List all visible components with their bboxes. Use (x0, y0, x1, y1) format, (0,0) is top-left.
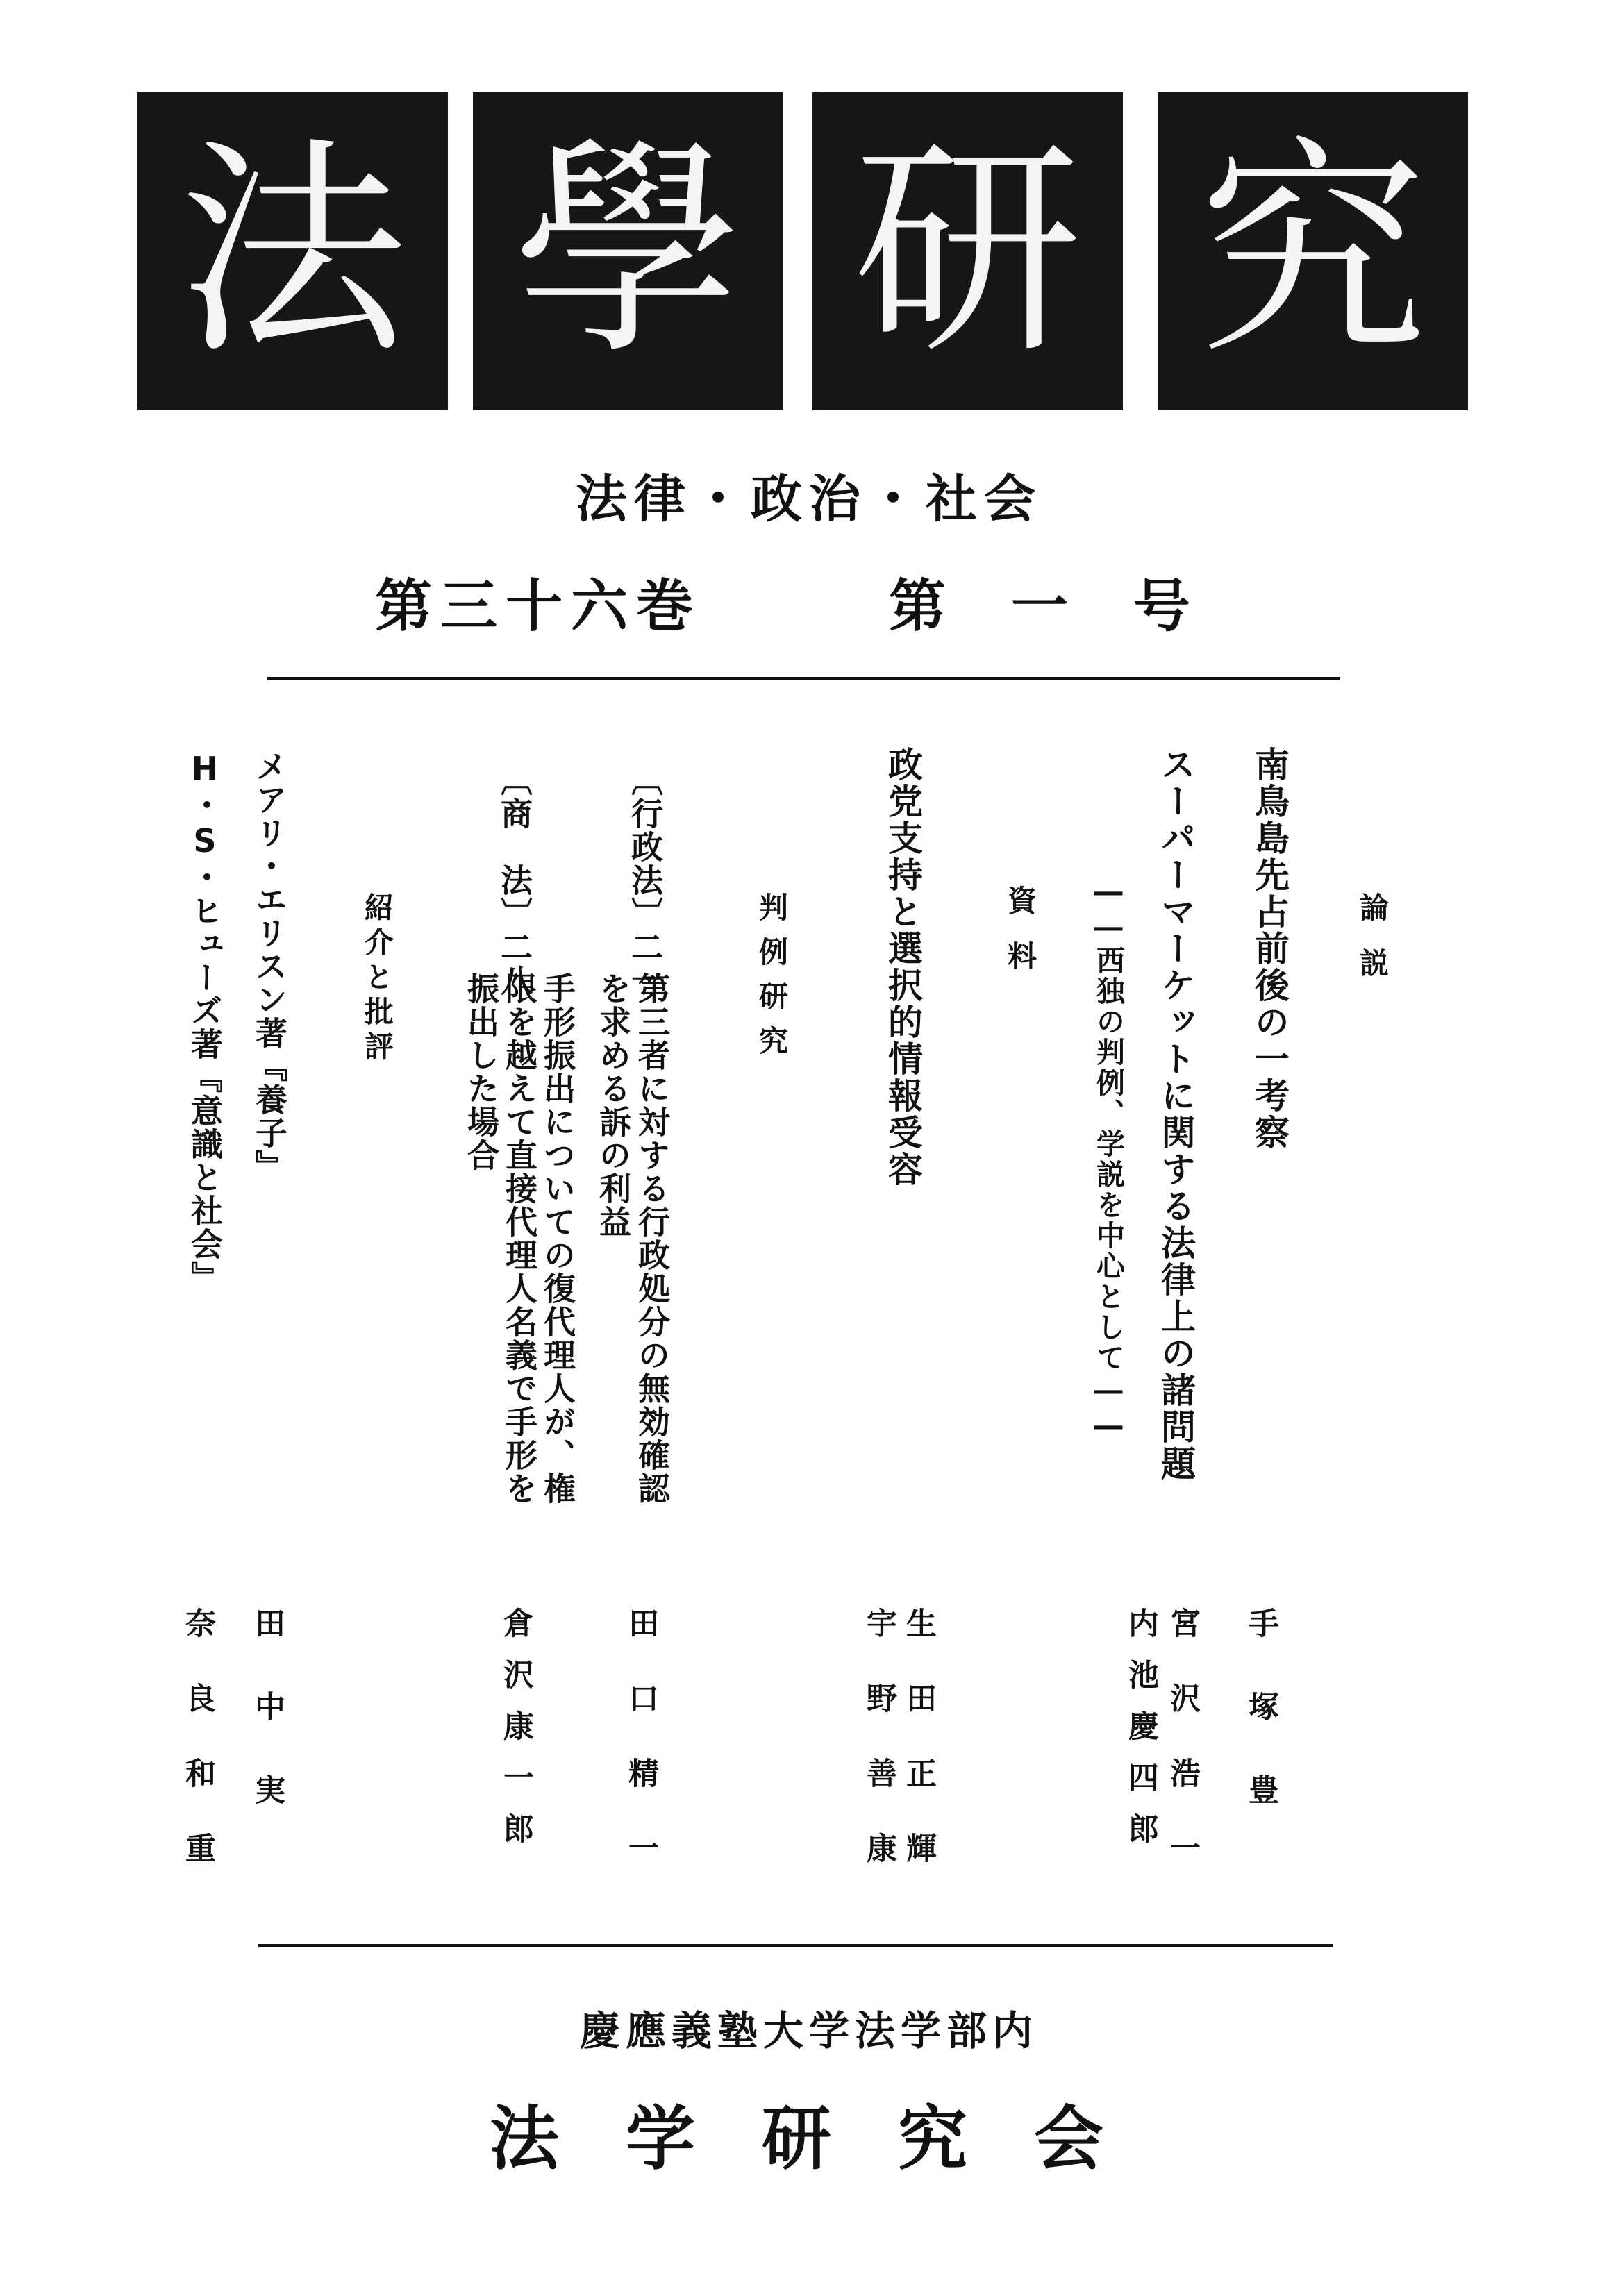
case-title-2-line2: 限を越えて直接代理人名義で手形を (501, 972, 538, 1505)
case-title-2-line3: 振出した場合 (462, 972, 500, 1172)
masthead-char-2: 學 (473, 92, 783, 410)
author-7: 奈良和重 (180, 1607, 215, 1907)
section-heading-ronsetsu: 論説 (1356, 892, 1390, 1003)
article-title-2: スーパーマーケットに関する法律上の諸問題 (1156, 746, 1196, 1482)
publisher-name: 法学研究会 (490, 2097, 1170, 2179)
section-heading-hanrei: 判例研究 (755, 892, 789, 1070)
top-rule (267, 677, 1340, 680)
author-1: 手塚豊 (1243, 1607, 1278, 1857)
section-heading-shokai: 紹介と批評 (360, 892, 394, 1066)
author-2b: 内池慶四郎 (1123, 1607, 1158, 1864)
masthead-char-3: 研 (812, 92, 1123, 410)
section-heading-shiryo: 資料 (1003, 885, 1037, 996)
author-3a: 生田正輝 (901, 1607, 936, 1907)
article-subtitle-2: ――西独の判例、学説を中心として―― (1092, 875, 1125, 1444)
issue-number: 第 一 号 (889, 573, 1195, 639)
author-5: 倉沢康一郎 (498, 1607, 533, 1864)
author-3b: 宇野善康 (861, 1607, 896, 1907)
case-title-1-line2: を求める訴の利益 (594, 972, 632, 1239)
tagline: 法律・政治・社会 (576, 469, 1042, 529)
author-2a: 宮沢浩一 (1165, 1607, 1200, 1907)
author-4: 田口精一 (623, 1607, 658, 1907)
review-title-1: メアリ・エリスン著『養子』 (251, 750, 288, 1183)
bottom-rule (258, 1944, 1333, 1947)
article-title-1: 南鳥島先占前後の一考察 (1249, 746, 1290, 1151)
masthead-char-1: 法 (137, 92, 448, 410)
publisher-affiliation: 慶應義塾大学法学部内 (579, 2007, 1038, 2054)
case-title-2-line1: 手形振出についての復代理人が、権 (539, 972, 576, 1505)
case-title-1-line1: 第三者に対する行政処分の無効確認 (633, 972, 671, 1505)
case-label-1: 〔行政法〕二一 (626, 764, 664, 997)
article-title-3: 政党支持と選択的情報受容 (883, 746, 923, 1188)
masthead-char-4: 究 (1158, 92, 1468, 410)
review-title-2: H・S・ヒューズ著『意識と社会』 (186, 750, 224, 1294)
author-6: 田中実 (249, 1607, 285, 1857)
case-label-2: 〔商 法〕二八 (496, 764, 533, 997)
volume-number: 第三十六巻 (375, 573, 702, 639)
